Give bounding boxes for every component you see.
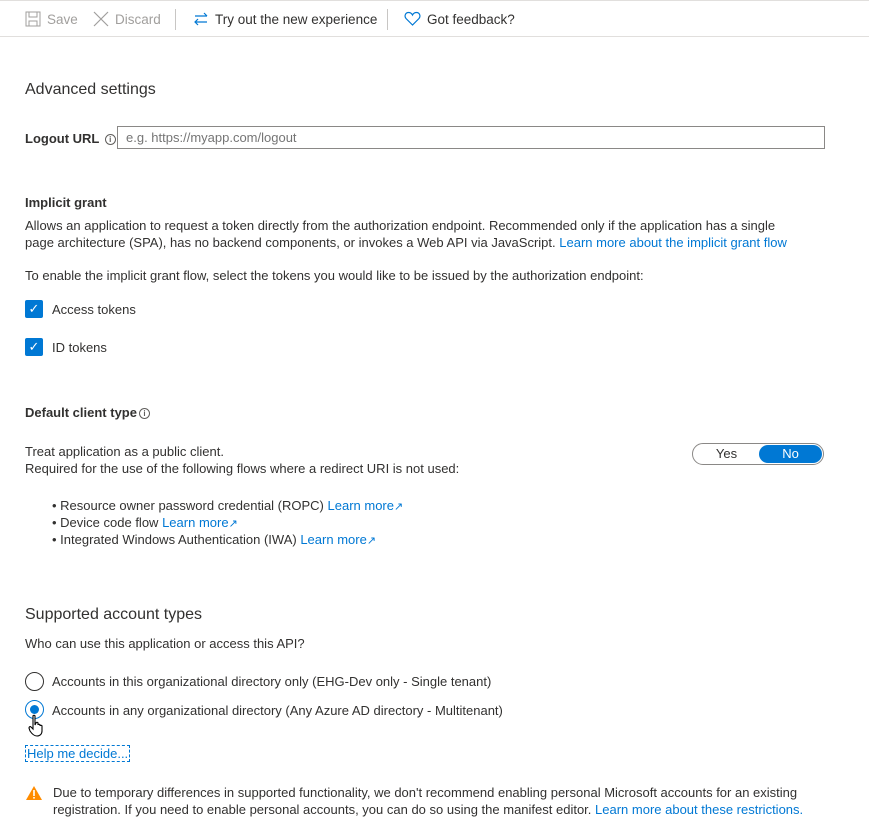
iwa-learn-more-link[interactable] [300,532,376,547]
single-tenant-radio[interactable] [25,672,44,691]
save-icon [25,11,41,27]
external-link-icon: ↗ [394,501,404,513]
implicit-prompt: To enable the implicit grant flow, select the tokens you would like to be issued by the authorization endpoint: [25,268,644,283]
flow-item: • Device code flow Learn more↗ [52,515,238,530]
divider [387,9,388,30]
flow-text: Resource owner password credential (ROPC) [60,498,324,513]
implicit-grant-heading: Implicit grant [25,195,107,210]
close-icon [93,11,109,27]
link-text: Learn more [300,532,367,547]
advanced-settings-heading: Advanced settings [25,81,156,98]
flow-text: Integrated Windows Authentication (IWA) [60,532,297,547]
save-button[interactable] [25,11,78,27]
implicit-desc-line1: Allows an application to request a token directly from the authorization endpoint. Recommended only if the application has a single [25,218,776,233]
implicit-desc-line2 [25,235,787,250]
ropc-learn-more-link[interactable] [328,498,404,513]
link-text: Learn more [162,515,229,530]
single-tenant-label: Accounts in this organizational directory only (EHG-Dev only - Single tenant) [52,674,492,689]
toggle-yes[interactable]: Yes [715,446,738,461]
help-me-decide-link[interactable]: Help me decide... [27,746,129,761]
warning-icon [25,785,43,801]
device-code-learn-more-link[interactable] [162,515,238,530]
flow-text: Device code flow [60,515,159,530]
logout-url-input[interactable] [117,126,825,149]
discard-label: Discard [115,11,161,27]
multitenant-label: Accounts in any organizational directory (Any Azure AD directory - Multitenant) [52,703,503,718]
feedback-button[interactable] [404,11,515,27]
heart-icon [404,11,421,27]
implicit-grant-learn-more-link[interactable]: Learn more about the implicit grant flow [559,235,787,250]
access-tokens-label: Access tokens [52,302,136,317]
link-text: Learn more [327,498,394,513]
logout-url-text: Logout URL [25,131,100,146]
save-label: Save [47,11,78,27]
discard-button[interactable] [93,11,161,27]
feedback-label: Got feedback? [427,11,515,27]
try-new-experience-button[interactable] [193,11,377,27]
external-link-icon: ↗ [228,518,238,530]
accounts-question: Who can use this application or access this API? [25,636,305,651]
info-icon[interactable]: i [105,134,116,145]
public-client-toggle[interactable] [692,443,824,465]
logout-url-label [25,131,116,146]
warning-line2 [53,802,803,817]
switch-arrows-icon [193,11,209,27]
implicit-desc-text: page architecture (SPA), has no backend components, or invokes a Web API via JavaScript. [25,235,556,250]
public-client-desc: Required for the use of the following flows where a redirect URI is not used: [25,461,460,476]
divider [175,9,176,30]
default-client-type-heading [25,405,150,420]
info-icon[interactable]: i [139,408,150,419]
public-client-label: Treat application as a public client. [25,444,224,459]
id-tokens-checkbox[interactable]: ✓ [25,338,43,356]
id-tokens-label: ID tokens [52,340,107,355]
hand-cursor-icon [27,714,47,738]
restrictions-learn-more-link[interactable]: Learn more about these restrictions. [595,802,804,817]
warning-text: registration. If you need to enable personal accounts, you can do so using the manifest editor. [53,802,592,817]
supported-account-types-heading: Supported account types [25,606,203,623]
flow-item: • Resource owner password credential (ROPC) Learn more↗ [52,498,404,513]
warning-line1: Due to temporary differences in supported functionality, we don't recommend enabling personal Microsoft accounts for an existing [53,785,798,800]
client-type-title: Default client type [25,405,137,420]
toggle-no[interactable]: No [759,445,822,463]
flow-item: • Integrated Windows Authentication (IWA) Learn more↗ [52,532,377,547]
try-new-label: Try out the new experience [215,11,378,27]
external-link-icon: ↗ [366,535,377,547]
access-tokens-checkbox[interactable]: ✓ [25,300,43,318]
command-bar [0,0,869,37]
